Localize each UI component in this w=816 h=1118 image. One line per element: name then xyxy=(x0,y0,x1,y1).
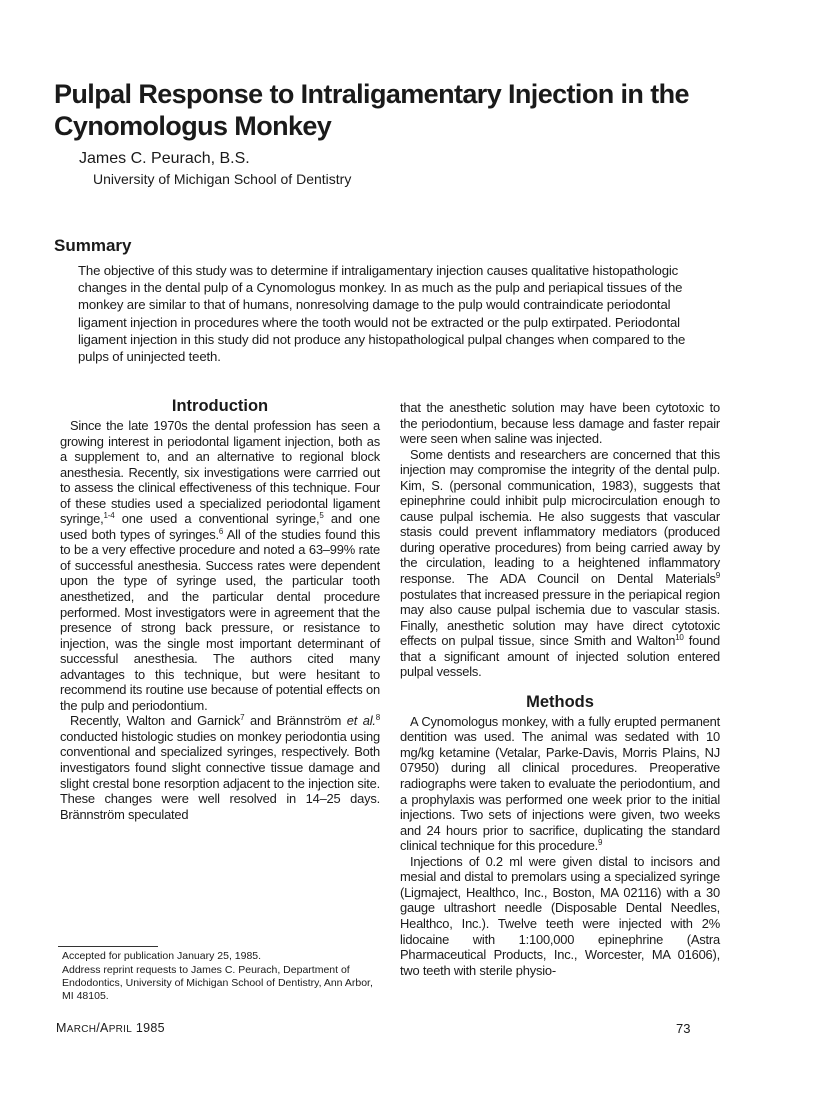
article-title: Pulpal Response to Intraligamentary Injection in the Cynomologus Monkey xyxy=(54,79,689,141)
citation-ref: 9 xyxy=(598,838,603,848)
citation-ref: 8 xyxy=(375,713,381,723)
journal-issue-date: MARCH/APRIL 1985 xyxy=(56,1021,165,1035)
summary-text: The objective of this study was to determine if intraligamentary injection causes qualitative histopathologic changes in the dental pulp of a Cynomologus monkey. In as much as the pulp and periapical tissues of the monkey are similar to that of humans, nonresolving damage to the pulp would contraindicate periodontal ligament injection in procedures where the tooth would not be extracted or the pulp extirpated. Periodontal ligament injection in this study did not produce any histopathological pulpal changes when compared to the pulps of uninjected teeth. xyxy=(78,263,686,365)
methods-heading: Methods xyxy=(526,692,594,711)
footnote-reprints: Address reprint requests to James C. Peurach, Department of Endodontics, University of Michigan School of Dentistry, Ann Arbor, MI 48105. xyxy=(62,964,373,1002)
introduction-paragraph-1: Since the late 1970s the dental profession has seen a growing interest in periodontal ligament injection, both as a supplement to, and an alternative to regional block anesthesia. Recently, six investigations were carrried out to assess the clinical effectiveness of this technique. Four of these studies used a specialized periodontal ligament syringe,$^{1-4}$ one used a conventional syringe,$^5$ and one used both types of syringes.$^6$ All of the studies found this to be a very effective procedure and noted a 63–99% rate of successful anesthesia. Success rates were dependent upon the type of syringe used, the particular tooth anesthetized, and the particular dental procedure performed. Most investigators were in agreement that the presence of strong back pressure, or resistance to injection, was the single most important determinant of successful anesthesia. The authors cited many advantages to this technique, but were hesitant to recommend its routine use because of potential effects on the pulp and periodontium. xyxy=(60,418,381,713)
methods-paragraph-2: Injections of 0.2 ml were given distal to incisors and mesial and distal to premolars using a specialized syringe (Ligmaject, Healthco, Inc., Boston, MA 02116) with a 30 gauge ultrashort needle (Disposable Dental Needles, Healthco, Inc.). Twelve teeth were injected with 2% lidocaine with 1:100,000 epinephrine (Astra Pharmaceutical Products, Inc., Worcester, MA 01606), two teeth with sterile physio- xyxy=(400,853,720,978)
citation-ref: 10 xyxy=(675,633,684,643)
introduction-heading: Introduction xyxy=(171,397,269,415)
methods-paragraph-1: A Cynomologus monkey, with a fully erupted permanent dentition was used. The animal was sedated with 10 mg/kg ketamine (Vetalar, Parke-Davis, Morris Plains, NJ 07950) during all clinical procedures. Preoperative radiographs were taken to evaluate the periodontium, and a prophylaxis was performed one week prior to the initial injections. Two sets of injections were given, two weeks and 24 hours prior to sacrifice, duplicating the standard clinical technique for this procedure.$^9$ xyxy=(400,713,720,854)
citation-ref: 1-4 xyxy=(103,511,115,521)
introduction-paragraph-2: Recently, Walton and Garnick$^7$ and Brännström et al.$^8$ conducted histologic studies on monkey periodontia using conventional and specialized syringes, respectively. Both investigators found slight connective tissue damage and slight crestal bone resorption adjacent to the injection site. These changes were well resolved in 14–25 days. Brännström speculated xyxy=(60,713,381,822)
citation-ref: 6 xyxy=(218,526,224,536)
footnote-accepted: Accepted for publication January 25, 1985. xyxy=(62,950,262,962)
left-column xyxy=(60,396,380,822)
citation-ref: 9 xyxy=(715,571,720,581)
author-affiliation: University of Michigan School of Dentistry xyxy=(93,171,352,187)
summary-heading: Summary xyxy=(54,236,132,255)
right-column xyxy=(400,400,720,978)
introduction-paragraph-2-continued: that the anesthetic solution may have been cytotoxic to the periodontium, because less damage and faster repair were seen when saline was injected. xyxy=(400,400,720,447)
citation-ref: 5 xyxy=(319,511,324,521)
footnote-divider xyxy=(58,946,158,947)
page-number: 73 xyxy=(676,1021,691,1036)
citation-ref: 7 xyxy=(240,713,245,723)
introduction-paragraph-3: Some dentists and researchers are concerned that this injection may compromise the integrity of the dental pulp. Kim, S. (personal communication, 1983), suggests that epinephrine could inhibit pulp microcirculation enough to cause pulpal ischemia. He also suggests that vascular stasis could prevent inflammatory mediators (produced during operative procedures) from being carried away by the circulation, leading to a heightened inflammatory response. The ADA Council on Dental Materials$^9$ postulates that increased pressure in the periapical region may also cause pulpal ischemia due to vascular stasis. Finally, anesthetic solution may have direct cytotoxic effects on pulpal tissue, since Smith and Walton$^{10}$ found that a significant amount of injected solution entered pulpal vessels. xyxy=(400,446,721,680)
author-name: James C. Peurach, B.S. xyxy=(79,150,250,167)
